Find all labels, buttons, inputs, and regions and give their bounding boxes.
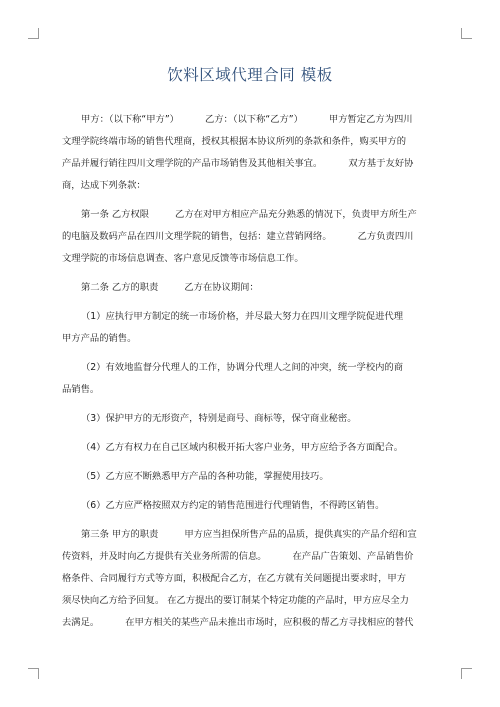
list-item: （3）保护甲方的无形资产，特别是商号、商标等，保守商业秘密。 xyxy=(81,413,357,424)
paragraph-line: 的电脑及数码产品在四川文理学院的销售，包括：建立营销网络。 乙方负责四川 xyxy=(62,231,414,242)
article-2-heading: 第二条 乙方的职责 乙方在协议期间： xyxy=(81,282,259,293)
document-body xyxy=(62,109,440,634)
paragraph-line: 须尽快向乙方给予回复。 在乙方提出的要订制某个特定功能的产品时，甲方应尽全力 xyxy=(62,595,409,606)
paragraph-line: 传资料，并及时向乙方提供有关业务所需的信息。 在产品广告策划、产品销售价 xyxy=(62,551,414,562)
paragraph-line: 格条件、合同履行方式等方面，积极配合乙方，在乙方就有关问题提出要求时，甲方 xyxy=(62,573,406,584)
crop-mark-bottom-right-v xyxy=(461,668,462,679)
article-3-heading: 第三条 甲方的职责 甲方应当担保所售产品的品质，提供真实的产品介绍和宣 xyxy=(81,529,417,540)
list-item: （4）乙方有权力在自己区域内积极开拓大客户业务，甲方应给予各方面配合。 xyxy=(81,442,404,453)
paragraph-line: 甲方：（以下称“甲方”） 乙方：（以下称“乙方”） 甲方暂定乙方为四川 xyxy=(81,114,413,125)
list-item: （1）应执行甲方制定的统一市场价格，并尽最大努力在四川文理学院促进代理 xyxy=(81,311,404,322)
crop-mark-top-left-v xyxy=(38,28,39,39)
crop-mark-top-right-h xyxy=(461,38,472,39)
paragraph-line: 产品并履行销往四川文理学院的产品市场销售及其他相关事宜。 双方基于友好协 xyxy=(62,158,414,169)
article-1-heading: 第一条 乙方权限 乙方在对甲方相应产品充分熟悉的情况下，负责甲方所生产 xyxy=(81,209,417,220)
paragraph-line: 商，达成下列条款： xyxy=(62,180,146,191)
paragraph-line: 文理学院终端市场的销售代理商，授权其根据本协议所列的条款和条件，购买甲方的 xyxy=(62,136,406,147)
list-item: （5）乙方应不断熟悉甲方产品的各种功能，掌握使用技巧。 xyxy=(81,471,329,482)
document-title: 饮料区域代理合同 模板 xyxy=(167,66,333,84)
paragraph-line: 去满足。 在甲方相关的某些产品未推出市场时，应积极的帮乙方寻找相应的替代 xyxy=(62,617,414,628)
paragraph-line: 甲方产品的销售。 xyxy=(62,333,137,344)
paragraph-line: 品销售。 xyxy=(62,384,100,395)
crop-mark-top-right-v xyxy=(461,28,462,39)
list-item: （2）有效地监督分代理人的工作，协调分代理人之间的冲突，统一学校内的商 xyxy=(81,362,404,373)
list-item: （6）乙方应严格按照双方约定的销售范围进行代理销售，不得跨区销售。 xyxy=(81,500,385,511)
crop-mark-bottom-right-h xyxy=(461,668,472,669)
crop-mark-bottom-left-v xyxy=(38,668,39,679)
paragraph-line: 文理学院的市场信息调查、客户意见反馈等市场信息工作。 xyxy=(62,253,304,264)
